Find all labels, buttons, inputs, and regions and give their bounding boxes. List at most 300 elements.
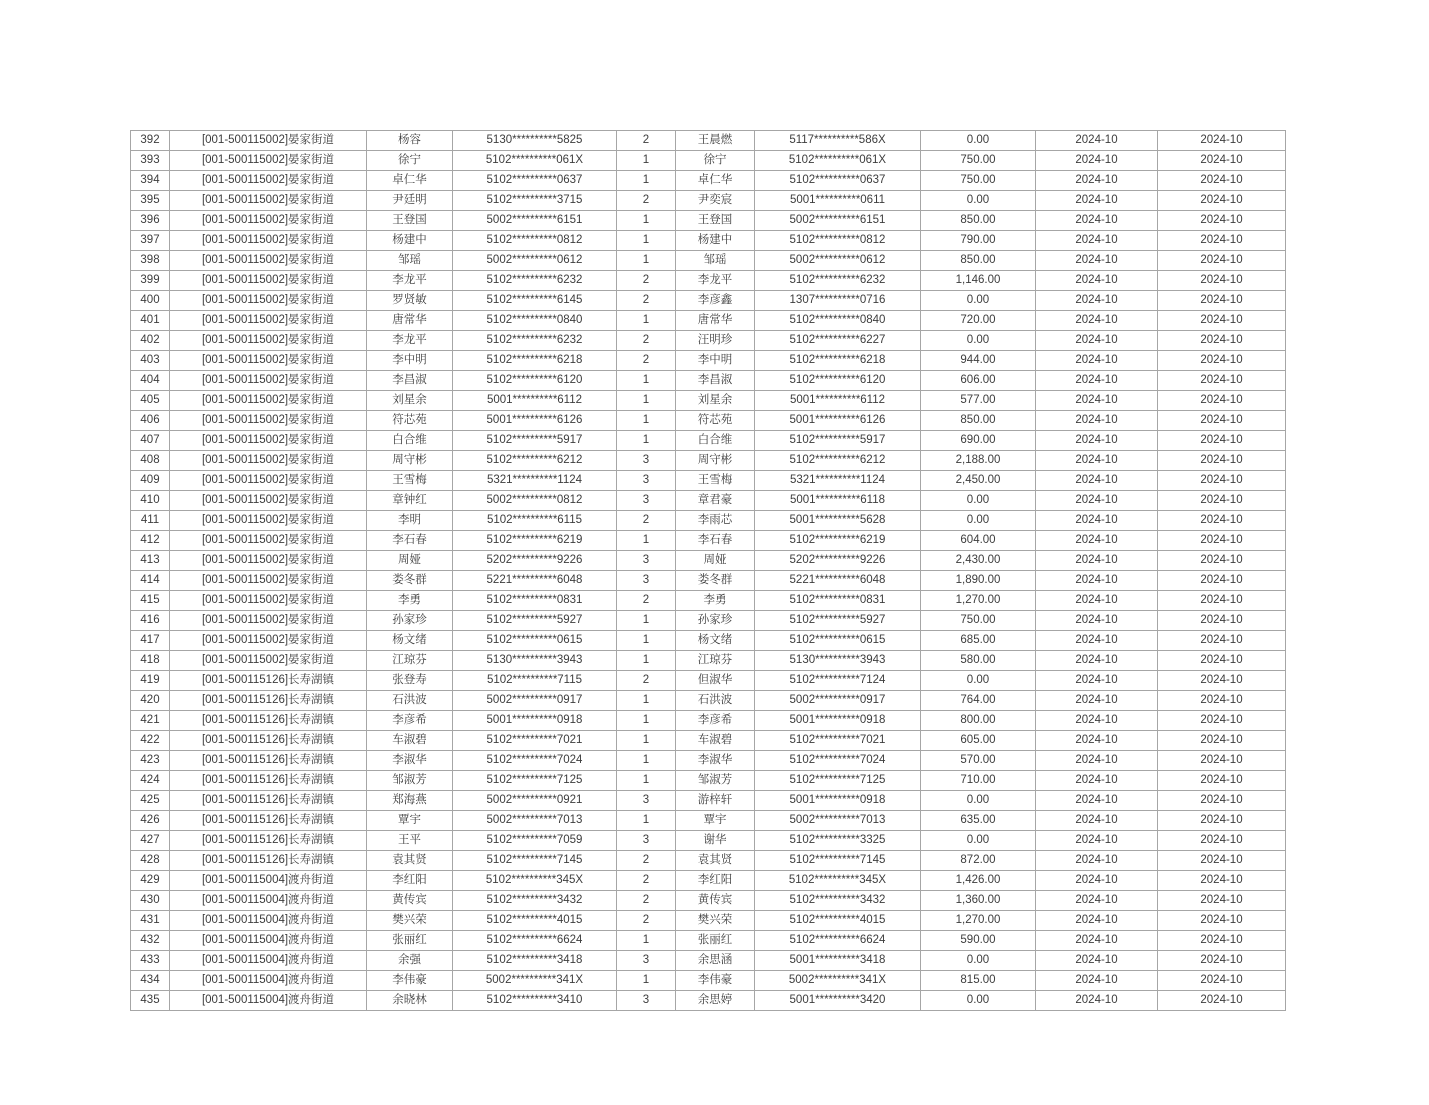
insured-name-cell: 黄传宾 [367,891,453,911]
start-month-cell: 2024-10 [1036,171,1158,191]
member-name-cell: 邹瑶 [676,251,755,271]
insured-name-cell: 张登寿 [367,671,453,691]
insured-id-cell: 5102**********6218 [453,351,617,371]
row-number-cell: 401 [131,311,170,331]
start-month-cell: 2024-10 [1036,391,1158,411]
member-count-cell: 1 [617,411,676,431]
member-id-cell: 5102**********061X [755,151,921,171]
member-id-cell: 5002**********7013 [755,811,921,831]
start-month-cell: 2024-10 [1036,811,1158,831]
member-count-cell: 2 [617,271,676,291]
member-id-cell: 5102**********6624 [755,931,921,951]
district-cell: [001-500115002]晏家街道 [170,351,367,371]
table-row [131,511,1286,531]
amount-cell: 750.00 [921,171,1036,191]
member-id-cell: 5117**********586X [755,131,921,151]
end-month-cell: 2024-10 [1158,551,1286,571]
table-row [131,351,1286,371]
member-count-cell: 3 [617,571,676,591]
end-month-cell: 2024-10 [1158,391,1286,411]
member-name-cell: 李淑华 [676,751,755,771]
row-number-cell: 434 [131,971,170,991]
member-id-cell: 5001**********0918 [755,791,921,811]
start-month-cell: 2024-10 [1036,191,1158,211]
table-row [131,431,1286,451]
start-month-cell: 2024-10 [1036,331,1158,351]
amount-cell: 764.00 [921,691,1036,711]
end-month-cell: 2024-10 [1158,651,1286,671]
row-number-cell: 403 [131,351,170,371]
member-name-cell: 张丽红 [676,931,755,951]
amount-cell: 1,270.00 [921,911,1036,931]
amount-cell: 580.00 [921,651,1036,671]
member-count-cell: 1 [617,211,676,231]
table-row [131,551,1286,571]
table-row [131,951,1286,971]
row-number-cell: 417 [131,631,170,651]
member-name-cell: 李伟豪 [676,971,755,991]
member-name-cell: 李石春 [676,531,755,551]
district-cell: [001-500115002]晏家街道 [170,331,367,351]
insured-id-cell: 5321**********1124 [453,471,617,491]
amount-cell: 0.00 [921,491,1036,511]
insured-id-cell: 5102**********0840 [453,311,617,331]
amount-cell: 1,890.00 [921,571,1036,591]
start-month-cell: 2024-10 [1036,451,1158,471]
insured-name-cell: 李昌淑 [367,371,453,391]
member-count-cell: 1 [617,651,676,671]
insured-id-cell: 5102**********6219 [453,531,617,551]
start-month-cell: 2024-10 [1036,531,1158,551]
member-name-cell: 袁其贤 [676,851,755,871]
end-month-cell: 2024-10 [1158,271,1286,291]
table-row [131,611,1286,631]
table-row [131,731,1286,751]
amount-cell: 850.00 [921,251,1036,271]
row-number-cell: 410 [131,491,170,511]
district-cell: [001-500115002]晏家街道 [170,391,367,411]
member-id-cell: 5102**********3432 [755,891,921,911]
member-id-cell: 5102**********6218 [755,351,921,371]
row-number-cell: 432 [131,931,170,951]
insured-name-cell: 章钟红 [367,491,453,511]
table-row [131,871,1286,891]
member-name-cell: 白合维 [676,431,755,451]
district-cell: [001-500115004]渡舟街道 [170,951,367,971]
insured-name-cell: 李中明 [367,351,453,371]
district-cell: [001-500115004]渡舟街道 [170,991,367,1011]
member-name-cell: 卓仁华 [676,171,755,191]
start-month-cell: 2024-10 [1036,871,1158,891]
insured-id-cell: 5001**********6126 [453,411,617,431]
district-cell: [001-500115002]晏家街道 [170,631,367,651]
district-cell: [001-500115126]长寿湖镇 [170,731,367,751]
insured-id-cell: 5001**********0918 [453,711,617,731]
row-number-cell: 404 [131,371,170,391]
insured-name-cell: 李红阳 [367,871,453,891]
insured-name-cell: 杨容 [367,131,453,151]
member-id-cell: 5001**********6126 [755,411,921,431]
member-id-cell: 5002**********0917 [755,691,921,711]
member-name-cell: 李龙平 [676,271,755,291]
start-month-cell: 2024-10 [1036,751,1158,771]
end-month-cell: 2024-10 [1158,811,1286,831]
end-month-cell: 2024-10 [1158,231,1286,251]
start-month-cell: 2024-10 [1036,231,1158,251]
member-id-cell: 5002**********6151 [755,211,921,231]
insured-id-cell: 5002**********0812 [453,491,617,511]
start-month-cell: 2024-10 [1036,351,1158,371]
amount-cell: 1,146.00 [921,271,1036,291]
district-cell: [001-500115002]晏家街道 [170,371,367,391]
end-month-cell: 2024-10 [1158,251,1286,271]
member-name-cell: 游梓轩 [676,791,755,811]
insured-name-cell: 王登国 [367,211,453,231]
member-name-cell: 娄冬群 [676,571,755,591]
insured-name-cell: 符芯苑 [367,411,453,431]
insured-id-cell: 5102**********0831 [453,591,617,611]
member-id-cell: 1307**********0716 [755,291,921,311]
start-month-cell: 2024-10 [1036,571,1158,591]
table-row [131,211,1286,231]
row-number-cell: 393 [131,151,170,171]
start-month-cell: 2024-10 [1036,951,1158,971]
member-count-cell: 3 [617,451,676,471]
insured-id-cell: 5102**********4015 [453,911,617,931]
start-month-cell: 2024-10 [1036,311,1158,331]
member-count-cell: 1 [617,371,676,391]
member-count-cell: 1 [617,171,676,191]
member-count-cell: 3 [617,471,676,491]
insured-id-cell: 5102**********0812 [453,231,617,251]
member-id-cell: 5102**********345X [755,871,921,891]
member-count-cell: 2 [617,871,676,891]
table-body [131,131,1286,1011]
insured-name-cell: 孙家珍 [367,611,453,631]
start-month-cell: 2024-10 [1036,131,1158,151]
start-month-cell: 2024-10 [1036,931,1158,951]
member-name-cell: 王晨燃 [676,131,755,151]
member-name-cell: 石洪波 [676,691,755,711]
table-row [131,791,1286,811]
end-month-cell: 2024-10 [1158,471,1286,491]
district-cell: [001-500115002]晏家街道 [170,131,367,151]
amount-cell: 577.00 [921,391,1036,411]
member-id-cell: 5102**********0812 [755,231,921,251]
member-count-cell: 1 [617,431,676,451]
member-name-cell: 李昌淑 [676,371,755,391]
row-number-cell: 424 [131,771,170,791]
amount-cell: 570.00 [921,751,1036,771]
start-month-cell: 2024-10 [1036,791,1158,811]
table-row [131,131,1286,151]
member-id-cell: 5102**********0840 [755,311,921,331]
member-id-cell: 5102**********6219 [755,531,921,551]
insured-id-cell: 5102**********061X [453,151,617,171]
member-name-cell: 孙家珍 [676,611,755,631]
row-number-cell: 435 [131,991,170,1011]
table-row [131,911,1286,931]
amount-cell: 815.00 [921,971,1036,991]
start-month-cell: 2024-10 [1036,671,1158,691]
insured-name-cell: 余晓林 [367,991,453,1011]
amount-cell: 0.00 [921,291,1036,311]
member-name-cell: 王登国 [676,211,755,231]
district-cell: [001-500115002]晏家街道 [170,511,367,531]
end-month-cell: 2024-10 [1158,771,1286,791]
member-id-cell: 5102**********7124 [755,671,921,691]
start-month-cell: 2024-10 [1036,551,1158,571]
insured-id-cell: 5001**********6112 [453,391,617,411]
amount-cell: 850.00 [921,411,1036,431]
amount-cell: 0.00 [921,331,1036,351]
member-id-cell: 5102**********3325 [755,831,921,851]
amount-cell: 2,188.00 [921,451,1036,471]
row-number-cell: 416 [131,611,170,631]
member-count-cell: 1 [617,691,676,711]
insured-name-cell: 李龙平 [367,271,453,291]
start-month-cell: 2024-10 [1036,151,1158,171]
district-cell: [001-500115002]晏家街道 [170,411,367,431]
district-cell: [001-500115002]晏家街道 [170,151,367,171]
insured-id-cell: 5102**********7115 [453,671,617,691]
amount-cell: 750.00 [921,151,1036,171]
table-row [131,491,1286,511]
table-row [131,931,1286,951]
table-row [131,171,1286,191]
start-month-cell: 2024-10 [1036,471,1158,491]
insured-name-cell: 郑海燕 [367,791,453,811]
row-number-cell: 421 [131,711,170,731]
member-name-cell: 王雪梅 [676,471,755,491]
start-month-cell: 2024-10 [1036,731,1158,751]
district-cell: [001-500115004]渡舟街道 [170,891,367,911]
insured-id-cell: 5130**********5825 [453,131,617,151]
insured-name-cell: 李龙平 [367,331,453,351]
row-number-cell: 431 [131,911,170,931]
end-month-cell: 2024-10 [1158,591,1286,611]
end-month-cell: 2024-10 [1158,371,1286,391]
member-id-cell: 5001**********3418 [755,951,921,971]
row-number-cell: 397 [131,231,170,251]
member-id-cell: 5102**********7021 [755,731,921,751]
table-row [131,391,1286,411]
amount-cell: 0.00 [921,131,1036,151]
row-number-cell: 415 [131,591,170,611]
table-row [131,271,1286,291]
district-cell: [001-500115004]渡舟街道 [170,871,367,891]
table-row [131,291,1286,311]
member-id-cell: 5001**********5628 [755,511,921,531]
table-row [131,471,1286,491]
district-cell: [001-500115126]长寿湖镇 [170,811,367,831]
insured-id-cell: 5102**********3410 [453,991,617,1011]
member-id-cell: 5321**********1124 [755,471,921,491]
district-cell: [001-500115002]晏家街道 [170,491,367,511]
end-month-cell: 2024-10 [1158,171,1286,191]
insured-name-cell: 石洪波 [367,691,453,711]
member-count-cell: 1 [617,711,676,731]
member-id-cell: 5002**********0612 [755,251,921,271]
insured-id-cell: 5102**********7125 [453,771,617,791]
start-month-cell: 2024-10 [1036,831,1158,851]
row-number-cell: 429 [131,871,170,891]
end-month-cell: 2024-10 [1158,951,1286,971]
member-count-cell: 2 [617,291,676,311]
table-row [131,811,1286,831]
insured-name-cell: 周守彬 [367,451,453,471]
member-count-cell: 1 [617,751,676,771]
amount-cell: 750.00 [921,611,1036,631]
end-month-cell: 2024-10 [1158,411,1286,431]
member-count-cell: 2 [617,911,676,931]
member-count-cell: 3 [617,991,676,1011]
end-month-cell: 2024-10 [1158,851,1286,871]
row-number-cell: 394 [131,171,170,191]
member-name-cell: 樊兴荣 [676,911,755,931]
table-row [131,451,1286,471]
start-month-cell: 2024-10 [1036,511,1158,531]
member-name-cell: 周娅 [676,551,755,571]
start-month-cell: 2024-10 [1036,711,1158,731]
member-id-cell: 5001**********6118 [755,491,921,511]
amount-cell: 1,360.00 [921,891,1036,911]
district-cell: [001-500115126]长寿湖镇 [170,831,367,851]
insured-name-cell: 李淑华 [367,751,453,771]
end-month-cell: 2024-10 [1158,511,1286,531]
member-name-cell: 余思婷 [676,991,755,1011]
member-name-cell: 但淑华 [676,671,755,691]
amount-cell: 0.00 [921,511,1036,531]
insured-name-cell: 李明 [367,511,453,531]
end-month-cell: 2024-10 [1158,691,1286,711]
table-row [131,711,1286,731]
start-month-cell: 2024-10 [1036,591,1158,611]
member-id-cell: 5102**********7145 [755,851,921,871]
row-number-cell: 428 [131,851,170,871]
member-id-cell: 5001**********3420 [755,991,921,1011]
row-number-cell: 430 [131,891,170,911]
member-id-cell: 5102**********6227 [755,331,921,351]
insured-name-cell: 余强 [367,951,453,971]
row-number-cell: 426 [131,811,170,831]
amount-cell: 850.00 [921,211,1036,231]
end-month-cell: 2024-10 [1158,311,1286,331]
insured-name-cell: 李石春 [367,531,453,551]
member-id-cell: 5001**********6112 [755,391,921,411]
member-count-cell: 1 [617,931,676,951]
insured-name-cell: 覃宇 [367,811,453,831]
insured-name-cell: 卓仁华 [367,171,453,191]
table-row [131,591,1286,611]
member-count-cell: 1 [617,731,676,751]
insured-id-cell: 5102**********3418 [453,951,617,971]
row-number-cell: 395 [131,191,170,211]
insured-id-cell: 5102**********345X [453,871,617,891]
member-id-cell: 5102**********6212 [755,451,921,471]
member-name-cell: 杨文绪 [676,631,755,651]
amount-cell: 2,430.00 [921,551,1036,571]
row-number-cell: 412 [131,531,170,551]
start-month-cell: 2024-10 [1036,431,1158,451]
district-cell: [001-500115002]晏家街道 [170,291,367,311]
member-count-cell: 1 [617,631,676,651]
row-number-cell: 418 [131,651,170,671]
district-cell: [001-500115004]渡舟街道 [170,971,367,991]
district-cell: [001-500115126]长寿湖镇 [170,711,367,731]
district-cell: [001-500115002]晏家街道 [170,191,367,211]
amount-cell: 0.00 [921,191,1036,211]
amount-cell: 605.00 [921,731,1036,751]
amount-cell: 635.00 [921,811,1036,831]
insured-id-cell: 5102**********6232 [453,271,617,291]
insured-id-cell: 5102**********6120 [453,371,617,391]
start-month-cell: 2024-10 [1036,651,1158,671]
row-number-cell: 425 [131,791,170,811]
insured-id-cell: 5102**********5917 [453,431,617,451]
member-count-cell: 2 [617,671,676,691]
end-month-cell: 2024-10 [1158,711,1286,731]
member-id-cell: 5102**********6120 [755,371,921,391]
row-number-cell: 406 [131,411,170,431]
insured-id-cell: 5102**********6624 [453,931,617,951]
district-cell: [001-500115002]晏家街道 [170,271,367,291]
start-month-cell: 2024-10 [1036,611,1158,631]
insured-id-cell: 5002**********0612 [453,251,617,271]
table-row [131,971,1286,991]
end-month-cell: 2024-10 [1158,631,1286,651]
table-row [131,751,1286,771]
member-count-cell: 2 [617,851,676,871]
district-cell: [001-500115004]渡舟街道 [170,931,367,951]
insured-name-cell: 樊兴荣 [367,911,453,931]
member-count-cell: 1 [617,611,676,631]
end-month-cell: 2024-10 [1158,191,1286,211]
amount-cell: 0.00 [921,991,1036,1011]
insured-name-cell: 杨建中 [367,231,453,251]
start-month-cell: 2024-10 [1036,631,1158,651]
member-id-cell: 5102**********7125 [755,771,921,791]
member-count-cell: 2 [617,131,676,151]
end-month-cell: 2024-10 [1158,351,1286,371]
table-row [131,691,1286,711]
start-month-cell: 2024-10 [1036,911,1158,931]
insured-id-cell: 5202**********9226 [453,551,617,571]
member-name-cell: 黄传宾 [676,891,755,911]
start-month-cell: 2024-10 [1036,271,1158,291]
member-name-cell: 李彦希 [676,711,755,731]
insured-id-cell: 5102**********6212 [453,451,617,471]
member-name-cell: 章君豪 [676,491,755,511]
district-cell: [001-500115002]晏家街道 [170,311,367,331]
insured-name-cell: 袁其贤 [367,851,453,871]
end-month-cell: 2024-10 [1158,931,1286,951]
start-month-cell: 2024-10 [1036,491,1158,511]
row-number-cell: 405 [131,391,170,411]
insured-id-cell: 5130**********3943 [453,651,617,671]
row-number-cell: 423 [131,751,170,771]
start-month-cell: 2024-10 [1036,251,1158,271]
amount-cell: 800.00 [921,711,1036,731]
end-month-cell: 2024-10 [1158,611,1286,631]
row-number-cell: 407 [131,431,170,451]
row-number-cell: 420 [131,691,170,711]
amount-cell: 606.00 [921,371,1036,391]
end-month-cell: 2024-10 [1158,331,1286,351]
insured-name-cell: 江琼芬 [367,651,453,671]
amount-cell: 0.00 [921,831,1036,851]
insured-id-cell: 5102**********7059 [453,831,617,851]
